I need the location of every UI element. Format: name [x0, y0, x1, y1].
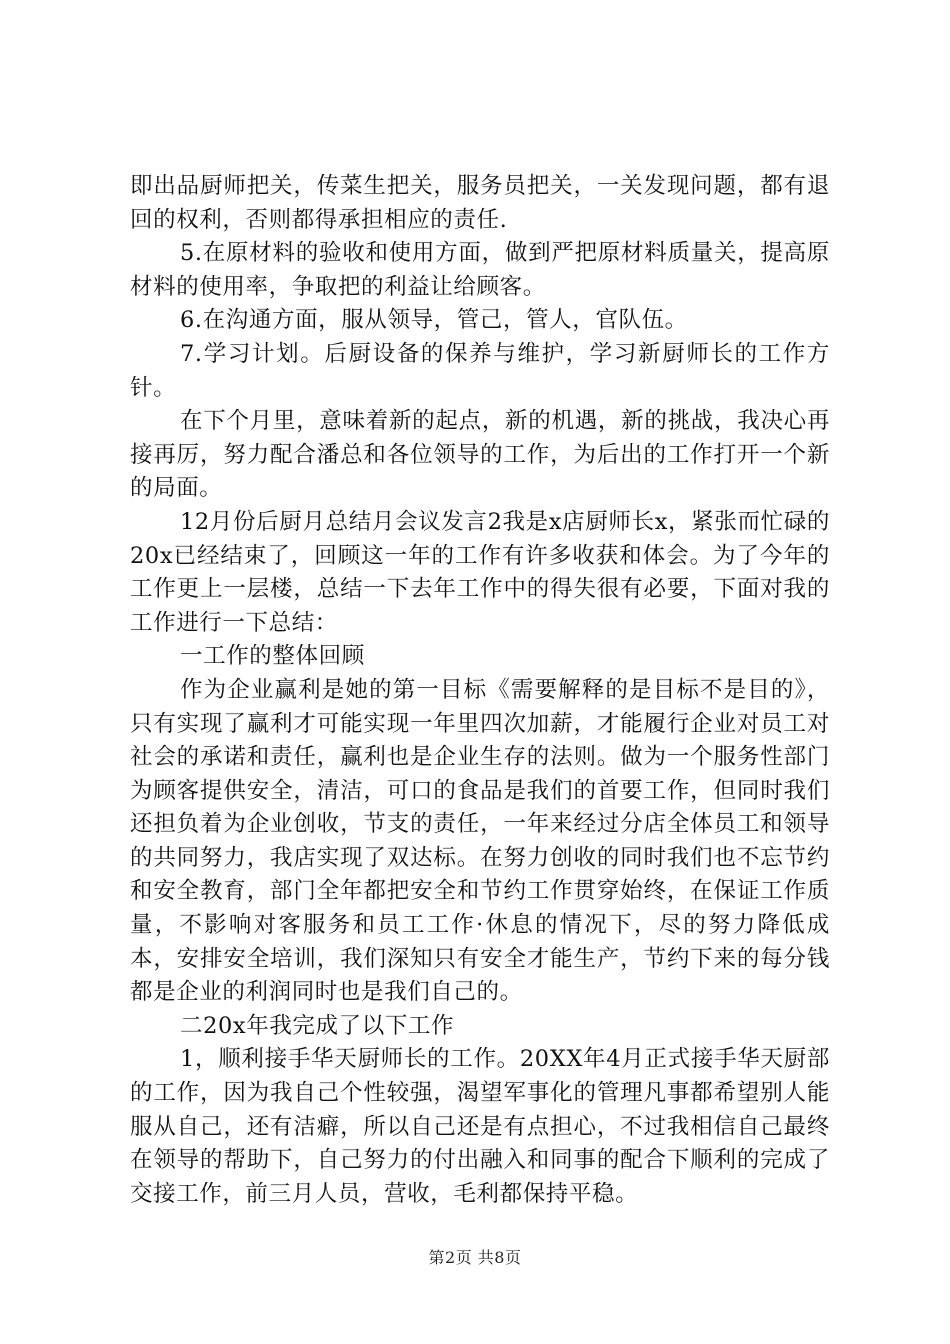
- paragraph-2: 5.在原材料的验收和使用方面，做到严把原材料质量关，提高原材料的使用率，争取把的利益让给顾客。: [130, 240, 830, 300]
- section-heading-1: 一工作的整体回顾: [180, 643, 365, 670]
- paragraph-1: 即出品厨师把关，传菜生把关，服务员把关，一关发现问题，都有退回的权利，否则都得承担相应的责任.: [130, 173, 830, 233]
- page-footer: 第2页 共8页: [428, 1248, 522, 1267]
- paragraph-3: 6.在沟通方面，服从领导，管己，管人，官队伍。: [180, 307, 688, 334]
- paragraph-4: 7.学习计划。后厨设备的保养与维护，学习新厨师长的工作方针。: [130, 340, 830, 401]
- paragraph-7: 作为企业赢利是她的第一目标《需要解释的是目标不是目的》，只有实现了赢利才可能实现一年里四次加薪，才能履行企业对员工对社会的承诺和责任，赢利也是企业生存的法则。做为一个服务性部门为顾客提供安全，清洁，可口的食品是我们的首要工作，但同时我们还担负着为企业创收，节支的责任，一年来经过分店全体员工和领导的共同努力，我店实现了双达标。在努力创收的同时我们也不忘节约和安全教育，部门全年都把安全和节约工作贯穿始终，在保证工作质量，不影响对客服务和员工工作·休息的情况下，尽的努力降低成本，安排安全培训，我们深知只有安全才能生产，节约下来的每分钱都是企业的利润同时也是我们自己的。: [130, 676, 830, 1006]
- section-heading-2: 二20x年我完成了以下工作: [180, 1012, 455, 1039]
- document-body: [130, 170, 830, 1211]
- paragraph-8: 1，顺利接手华天厨师长的工作。20XX年4月正式接手华天厨部的工作，因为我自己个性较强，渴望军事化的管理凡事都希望别人能服从自己，还有洁癖，所以自己还是有点担心，不过我相信自己最终在领导的帮助下，自己努力的付出融入和同事的配合下顺利的完成了交接工作，前三月人员，营收，毛利都保持平稳。: [130, 1046, 830, 1207]
- paragraph-6: 12月份后厨月总结月会议发言2我是x店厨师长x，紧张而忙碌的20x已经结束了，回顾这一年的工作有许多收获和体会。为了今年的工作更上一层楼，总结一下去年工作中的得失很有必要，下面对我的工作进行一下总结：: [130, 508, 830, 636]
- paragraph-5: 在下个月里，意味着新的起点，新的机遇，新的挑战，我决心再接再厉，努力配合潘总和各位领导的工作，为后出的工作打开一个新的局面。: [130, 408, 830, 502]
